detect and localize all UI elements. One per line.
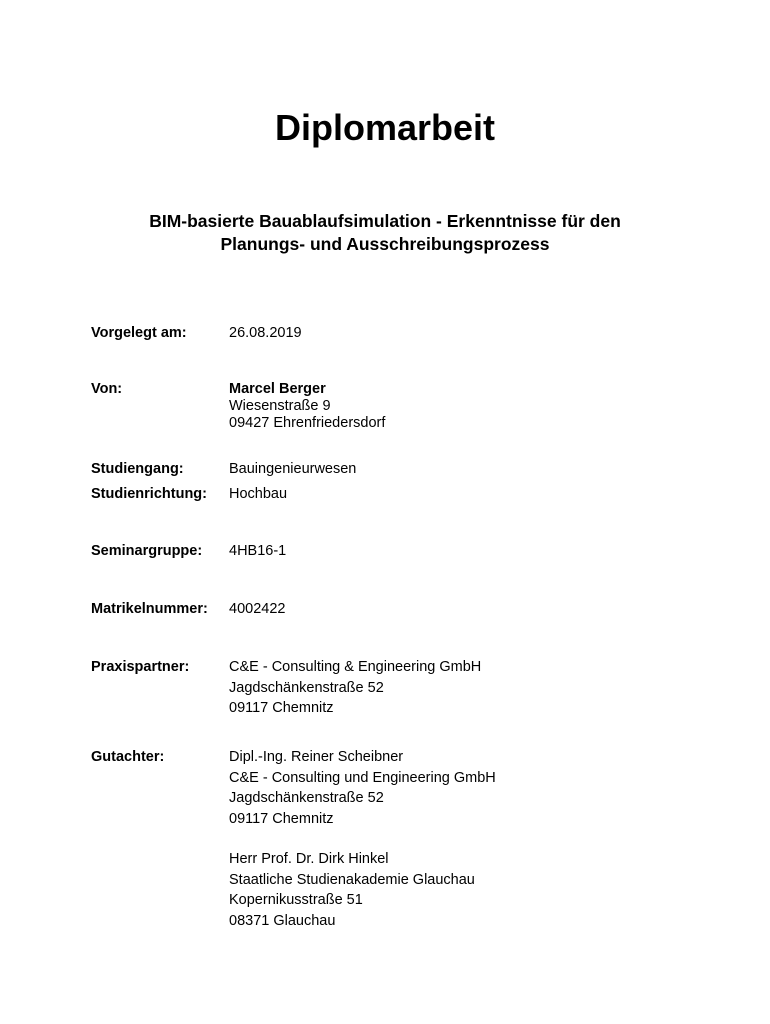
seminar-group-value: 4HB16-1 <box>229 543 287 559</box>
partner-label: Praxispartner: <box>91 659 190 675</box>
thesis-title-line-1: BIM-basierte Bauablaufsimulation - Erkenntnisse für den <box>149 211 621 231</box>
partner-city: 09117 Chemnitz <box>229 700 334 716</box>
specialization-label: Studienrichtung: <box>91 486 207 502</box>
partner-street: Jagdschänkenstraße 52 <box>229 679 384 696</box>
partner-company: C&E - Consulting & Engineering GmbH <box>229 659 482 675</box>
reviewer-spacer <box>229 829 729 849</box>
reviewer1-company: C&E - Consulting und Engineering GmbH <box>229 769 496 786</box>
reviewer1-name: Dipl.-Ing. Reiner Scheibner <box>229 749 404 765</box>
course-value: Bauingenieurwesen <box>229 461 357 477</box>
seminar-group-label: Seminargruppe: <box>91 543 203 559</box>
reviewer1-city: 09117 Chemnitz <box>229 810 334 827</box>
thesis-title <box>0 210 770 256</box>
author-street: Wiesenstraße 9 <box>229 398 331 414</box>
matriculation-value: 4002422 <box>229 601 286 617</box>
specialization-value: Hochbau <box>229 486 288 502</box>
reviewer2-street: Kopernikusstraße 51 <box>229 892 363 908</box>
author-city: 09427 Ehrenfriedersdorf <box>229 415 386 431</box>
document-type-heading: Diplomarbeit <box>274 107 496 148</box>
author-value <box>229 381 729 432</box>
author-label: Von: <box>91 381 123 397</box>
partner-value <box>229 657 729 719</box>
reviewers-label: Gutachter: <box>91 749 165 765</box>
reviewers-value <box>229 747 729 931</box>
course-label: Studiengang: <box>91 461 184 477</box>
submitted-value: 26.08.2019 <box>229 325 302 341</box>
reviewer1-street: Jagdschänkenstraße 52 <box>229 790 384 806</box>
reviewer2-city: 08371 Glauchau <box>229 912 336 929</box>
matriculation-label: Matrikelnummer: <box>91 601 208 617</box>
reviewer2-name: Herr Prof. Dr. Dirk Hinkel <box>229 851 389 867</box>
author-name: Marcel Berger <box>229 381 326 397</box>
submitted-label: Vorgelegt am: <box>91 325 187 341</box>
thesis-title-line-2: Planungs- und Ausschreibungsprozess <box>220 234 550 254</box>
reviewer2-institution: Staatliche Studienakademie Glauchau <box>229 871 475 888</box>
